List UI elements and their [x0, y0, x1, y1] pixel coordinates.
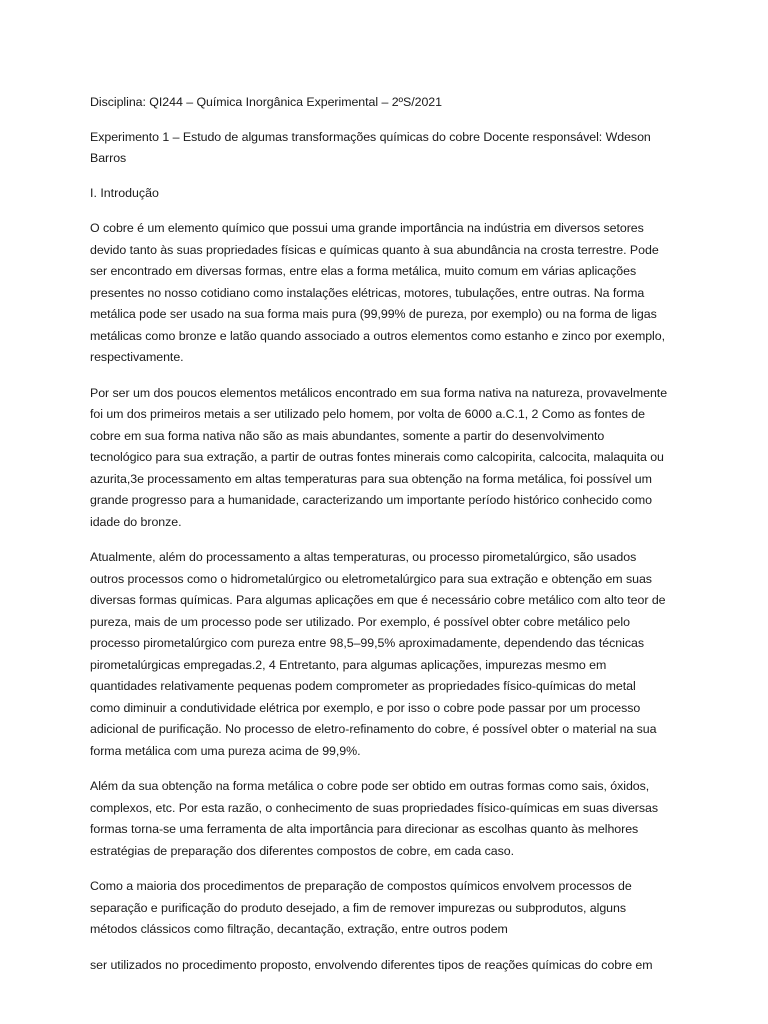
section-heading: I. Introdução [90, 186, 159, 200]
document-content [90, 92, 668, 990]
paragraph-3: Atualmente, além do processamento a altas temperaturas, ou processo pirometalúrgico, são usados outros processos como o hidrometalúrgico ou eletrometalúrgico para sua extração e obtenção em suas diversas formas químicas. Para algumas aplicações em que é necessário cobre metálico com alto teor de pureza, mais de um processo pode ser utilizado. Por exemplo, é possível obter cobre metálico pelo processo pirometalúrgico com pureza entre 98,5–99,5% aproximadamente, dependendo das técnicas pirometalúrgicas empregadas.2, 4 Entretanto, para algumas aplicações, impurezas mesmo em quantidades relativamente pequenas podem comprometer as propriedades físico-químicas do metal como diminuir a condutividade elétrica por exemplo, e por isso o cobre pode passar por um processo adicional de purificação. No processo de eletro-refinamento do cobre, é possível obter o material na sua forma metálica com uma pureza acima de 99,9%. [90, 550, 666, 758]
paragraph-5: Como a maioria dos procedimentos de preparação de compostos químicos envolvem processos de separação e purificação do produto desejado, a fim de remover impurezas ou subprodutos, alguns métodos clássicos como filtração, decantação, extração, entre outros podem [90, 879, 632, 936]
paragraph-6: ser utilizados no procedimento proposto, envolvendo diferentes tipos de reações químicas do cobre em [90, 957, 653, 972]
paragraph-1: O cobre é um elemento químico que possui uma grande importância na indústria em diversos setores devido tanto às suas propriedades físicas e químicas quanto à sua abundância na crosta terrestre. Pode ser encontrado em diversas formas, entre elas a forma metálica, muito comum em várias aplicações presentes no nosso cotidiano como instalações elétricas, motores, tubulações, entre outras. Na forma metálica pode ser usado na sua forma mais pura (99,99% de pureza, por exemplo) ou na forma de ligas metálicas como bronze e latão quando associado a outros elementos como estanho e zinco por exemplo, respectivamente. [90, 221, 665, 364]
course-header: Disciplina: QI244 – Química Inorgânica Experimental – 2ºS/2021 [90, 95, 442, 109]
paragraph-4: Além da sua obtenção na forma metálica o cobre pode ser obtido em outras formas como sais, óxidos, complexos, etc. Por esta razão, o conhecimento de suas propriedades físico-químicas em suas diversas formas torna-se uma ferramenta de alta importância para direcionar as escolhas quanto às melhores estratégias de preparação dos diferentes compostos de cobre, em cada caso. [90, 779, 659, 858]
experiment-title: Experimento 1 – Estudo de algumas transformações químicas do cobre Docente responsável: Wdeson Barros [90, 130, 651, 165]
paragraph-2: Por ser um dos poucos elementos metálicos encontrado em sua forma nativa na natureza, provavelmente foi um dos primeiros metais a ser utilizado pelo homem, por volta de 6000 a.C.1, 2 Como as fontes de cobre em sua forma nativa não são as mais abundantes, somente a partir do desenvolvimento tecnológico para sua extração, a partir de outras fontes minerais como calcopirita, calcocita, malaquita ou azurita,3e processamento em altas temperaturas para sua obtenção na forma metálica, foi possível um grande progresso para a humanidade, caracterizando um importante período histórico conhecido como idade do bronze. [90, 385, 668, 529]
